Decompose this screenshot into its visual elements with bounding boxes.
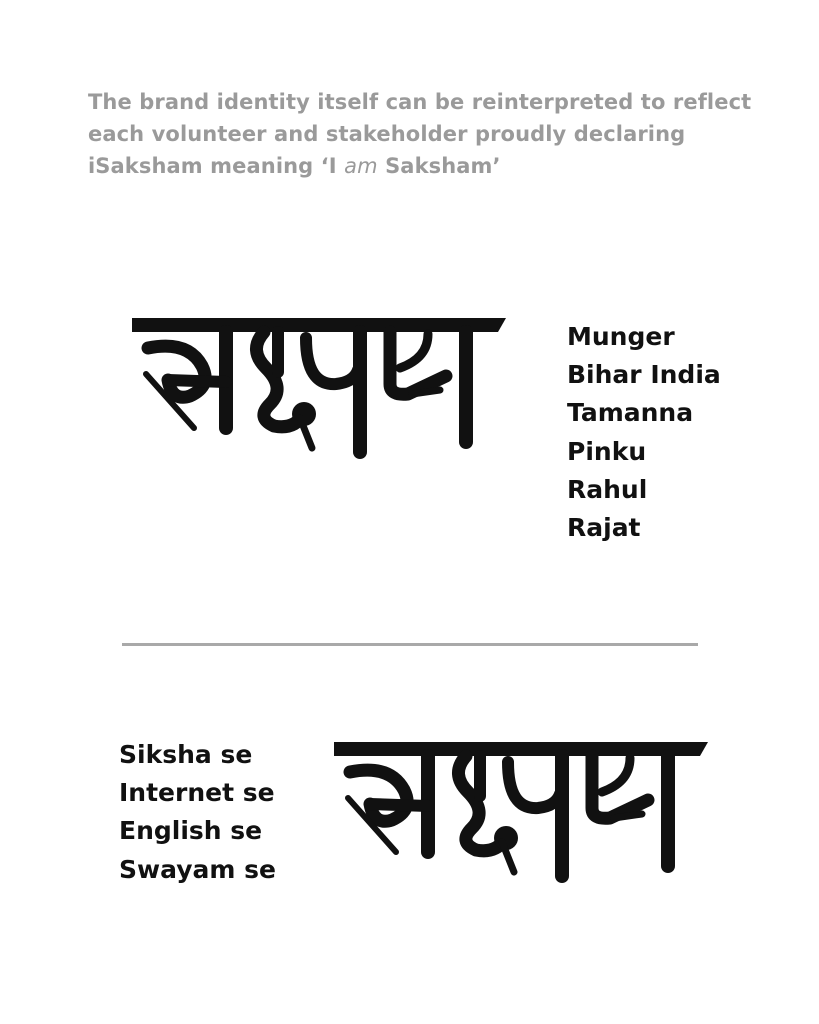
intro-line-3-end: Saksham’	[377, 154, 501, 178]
phrase-item: Swayam se	[119, 854, 276, 884]
name-item: Tamanna	[567, 398, 694, 428]
phrases-list	[119, 736, 276, 889]
intro-text	[88, 86, 788, 182]
phrase-item: Internet se	[119, 778, 275, 808]
saksham-wordmark-icon	[330, 734, 710, 884]
phrase-item: Siksha se	[119, 740, 253, 769]
intro-line-3-emphasis: am	[344, 154, 378, 178]
names-list	[567, 318, 721, 547]
phrase-item: English se	[119, 816, 263, 846]
name-item: Munger	[567, 322, 675, 351]
intro-line-3-start: iSaksham meaning ‘I	[88, 154, 345, 178]
name-item: Bihar India	[567, 360, 721, 390]
saksham-logo-bottom	[330, 734, 710, 884]
saksham-wordmark-icon	[128, 310, 508, 460]
section-divider	[122, 643, 698, 646]
name-item: Rajat	[567, 513, 641, 543]
intro-line-3	[88, 150, 788, 182]
saksham-logo-top	[128, 310, 508, 460]
name-item: Rahul	[567, 474, 648, 504]
name-item: Pinku	[567, 436, 647, 466]
intro-line-2: each volunteer and stakeholder proudly declaring	[88, 122, 686, 146]
intro-line-1: The brand identity itself can be reinterpreted to reflect	[88, 90, 752, 114]
